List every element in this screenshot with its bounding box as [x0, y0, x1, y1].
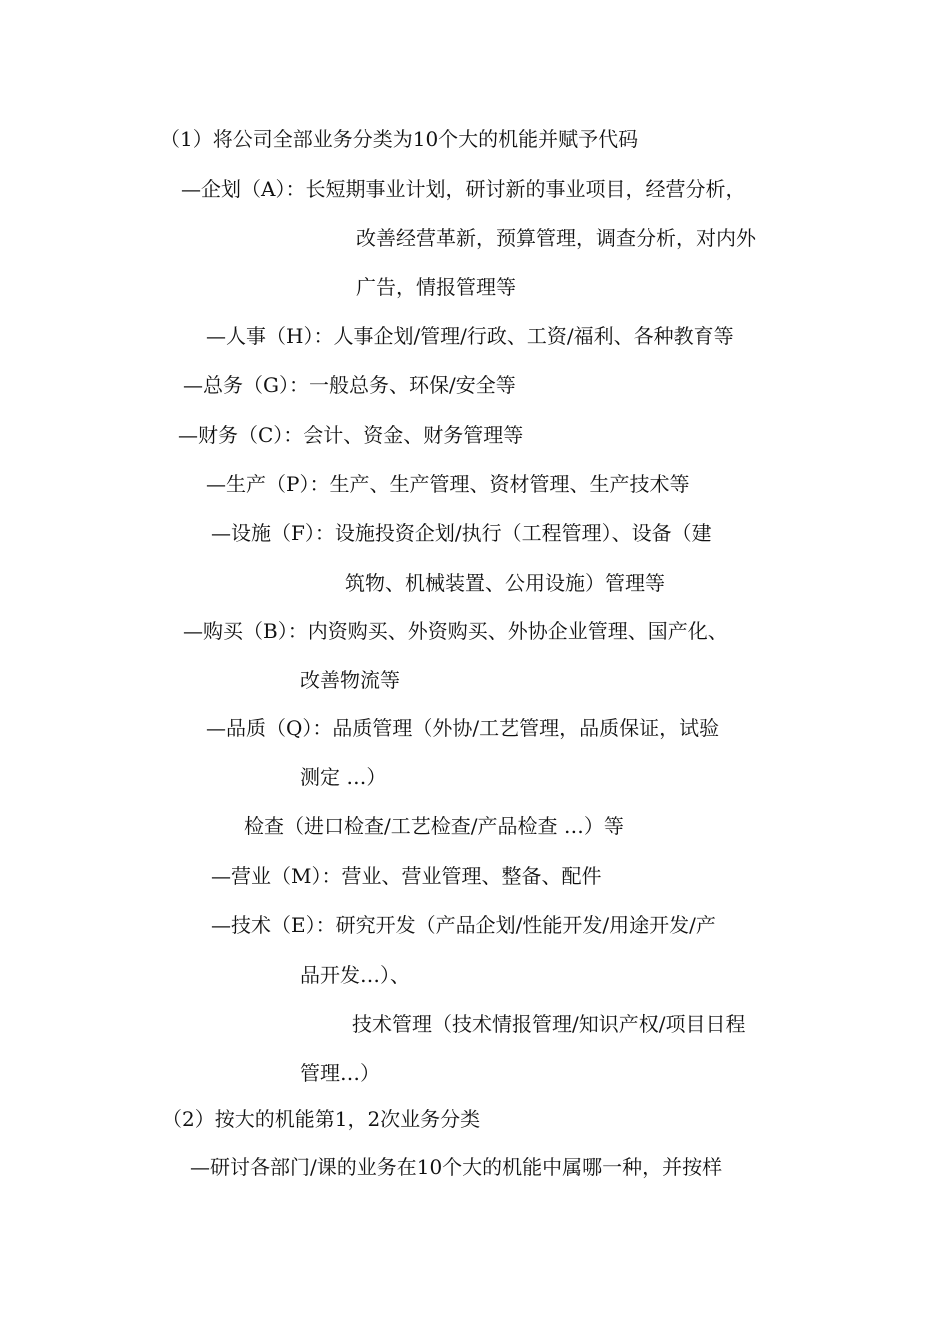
technology-line-3: 技术管理（技术情报管理/知识产权/项目日程: [352, 1012, 746, 1036]
technology-line-2: 品开发…）、: [300, 963, 410, 987]
sales-line: —营业（M）：营业、营业管理、整备、配件: [211, 864, 602, 888]
facilities-line-2: 筑物、机械装置、公用设施）管理等: [345, 571, 665, 595]
purchasing-line-1: —购买（B）：内资购买、外资购买、外协企业管理、国产化、: [183, 619, 728, 643]
personnel-line: —人事（H）：人事企划/管理/行政、工资/福利、各种教育等: [206, 324, 734, 348]
purchasing-line-2: 改善物流等: [300, 668, 400, 692]
section-1-heading: （1）将公司全部业务分类为10个大的机能并赋予代码: [160, 127, 639, 151]
planning-line-1: —企划（A）：长短期事业计划，研讨新的事业项目，经营分析，: [181, 177, 746, 201]
planning-line-2: 改善经营革新，预算管理，调查分析，对内外: [356, 226, 756, 250]
quality-line-3: 检查（进口检查/工艺检查/产品检查 …）等: [244, 814, 624, 838]
finance-line: —财务（C）：会计、资金、财务管理等: [178, 423, 524, 447]
general-affairs-line: —总务（G）：一般总务、环保/安全等: [183, 373, 516, 397]
technology-line-1: —技术（E）：研究开发（产品企划/性能开发/用途开发/产: [211, 913, 716, 937]
planning-line-3: 广告，情报管理等: [356, 275, 516, 299]
technology-line-4: 管理…）: [300, 1061, 380, 1085]
production-line: —生产（P）：生产、生产管理、资材管理、生产技术等: [206, 472, 690, 496]
section-2-heading: （2）按大的机能第1，2次业务分类: [162, 1107, 481, 1131]
facilities-line-1: —设施（F）：设施投资企划/执行（工程管理）、设备（建: [211, 521, 712, 545]
section-2-line-1: —研讨各部门/课的业务在10个大的机能中属哪一种，并按样: [190, 1155, 723, 1179]
quality-line-2: 测定 …）: [300, 765, 387, 789]
quality-line-1: —品质（Q）：品质管理（外协/工艺管理，品质保证，试验: [206, 716, 720, 740]
